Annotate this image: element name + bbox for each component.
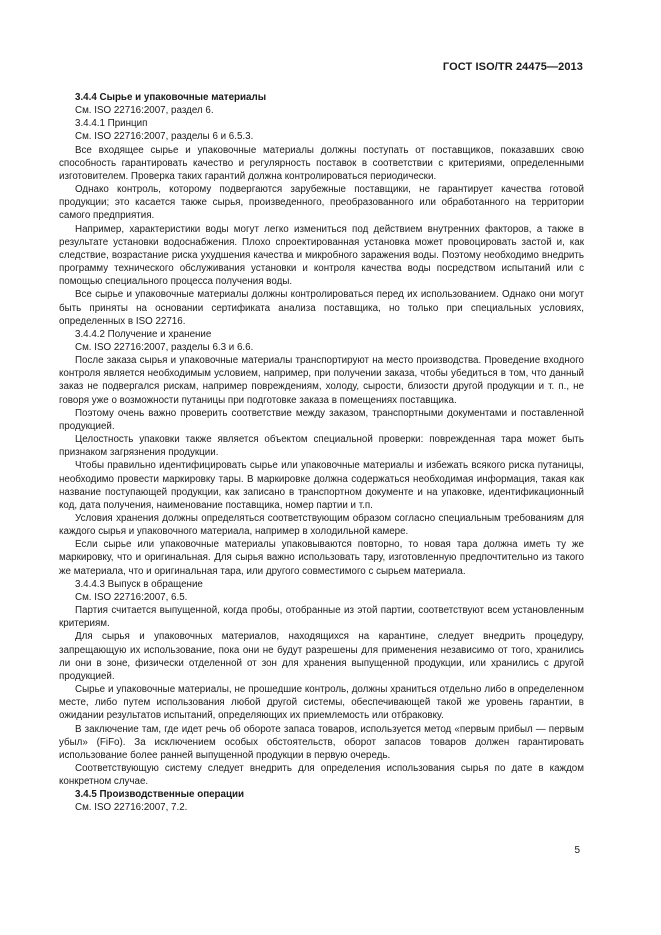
document-body [59,91,584,815]
paragraph: После заказа сырья и упаковочные материалы транспортируют на место производства. Проведение входного контроля является необходимым условием, например, при получении заказа, чтобы убедиться в том, что данный заказ не подвергался рискам, например повреждениям, холоду, сырости, близости другой продукции и т. п., не говоря уже о возможности путаницы при подготовке заказа в помещениях поставщика. [59,355,584,406]
subsection-line: См. ISO 22716:2007, 7.2. [75,802,188,814]
subsection-line: См. ISO 22716:2007, раздел 6. [75,105,214,117]
subsection-line: 3.4.4.2 Получение и хранение [75,328,212,340]
paragraph: Целостность упаковки также является объектом специальной проверки: поврежденная тара может быть признаком загрязнения продукции. [59,434,584,459]
paragraph: Чтобы правильно идентифицировать сырье или упаковочные материалы и избежать всякого риска путаницы, необходимо провести маркировку тары. В маркировке должна содержаться необходимая информация, такая как название поступающей продукции, как записано в транспортном документе и на упаковке, идентификационный код, дата получения, наименование поставщика, номер партии и т.п. [59,460,584,511]
paragraph: Все сырье и упаковочные материалы должны контролироваться перед их использованием. Однако они могут быть приняты на основании сертификата анализа поставщика, но только при специальных условиях, определенных в ISO 22716. [59,289,584,327]
standard-code-header: ГОСТ ISO/TR 24475—2013 [442,61,583,73]
paragraph: Например, характеристики воды могут легко измениться под действием внутренних факторов, а также в результате установки водоснабжения. Плохо спроектированная установка может провоцировать застой и, как следствие, возрастание риска ухудшения качества и микробного заражения воды. Поэтому необходимо внедрить программу технического обслуживания установки и контроля качества воды посредством испытаний или с помощью специального процесса получения воды. [59,223,584,288]
section-heading: 3.4.4 Сырье и упаковочные материалы [75,92,267,103]
paragraph: Условия хранения должны определяться соответствующим образом согласно специальным требованиям для каждого сырья и упаковочного материала, например в холодильной камере. [59,513,584,538]
paragraph: Поэтому очень важно проверить соответствие между заказом, транспортными документами и поставленной продукцией. [59,407,584,432]
subsection-line: См. ISO 22716:2007, разделы 6.3 и 6.6. [75,341,254,353]
paragraph: Соответствующую систему следует внедрить для определения использования сырья по дате в каждом конкретном случае. [59,762,584,788]
subsection-line: 3.4.4.1 Принцип [75,118,148,130]
page-number: 5 [574,845,580,856]
paragraph: Если сырье или упаковочные материалы упаковываются повторно, то новая тара должна иметь ту же маркировку, что и оригинальная. Для сырья важно использовать тару, изготовленную предпочтительно из такого же материала, что и оригинальная тара, или другого совместимого с сырьем материала. [59,539,584,577]
paragraph: Сырье и упаковочные материалы, не прошедшие контроль, должны храниться отдельно либо в определенном месте, либо путем использования любой другой системы, обеспечивающей такой же уровень гарантии, в ожидании результатов испытаний, определяющих их приемлемость или отбраковку. [59,684,584,722]
paragraph: В заключение там, где идет речь об обороте запаса товаров, используется метод «первым прибыл — первым убыл» (FiFo). За исключением особых обстоятельств, оборот запасов товаров должен гарантировать использование более ранней выпущенной продукции в первую очередь. [59,723,584,761]
section-heading: 3.4.5 Производственные операции [75,789,245,801]
paragraph: Однако контроль, которому подвергаются зарубежные поставщики, не гарантирует качества готовой продукции; это касается также сырья, произведенного, преобразованного или обработанного на территории самого предприятия. [59,184,584,222]
paragraph: Для сырья и упаковочных материалов, находящихся на карантине, следует внедрить процедуру, запрещающую их использование, пока они не будут разрешены для применения независимо от того, хранились ли они в зоне, физически отделенной от зон для хранения выпущенной продукции, или хранились с другой продукцией. [59,631,584,682]
subsection-line: См. ISO 22716:2007, 6.5. [75,591,188,603]
paragraph: Партия считается выпущенной, когда пробы, отобранные из этой партии, соответствуют всем установленным критериям. [59,605,584,630]
subsection-line: 3.4.4.3 Выпуск в обращение [75,578,203,590]
subsection-line: См. ISO 22716:2007, разделы 6 и 6.5.3. [75,131,254,143]
paragraph: Все входящее сырье и упаковочные материалы должны поступать от поставщиков, показавших свою способность гарантировать качество и регулярность поставок в соответствии с критериями, определенными изготовителем. Проверка таких гарантий должна контролироваться периодически. [59,144,584,182]
